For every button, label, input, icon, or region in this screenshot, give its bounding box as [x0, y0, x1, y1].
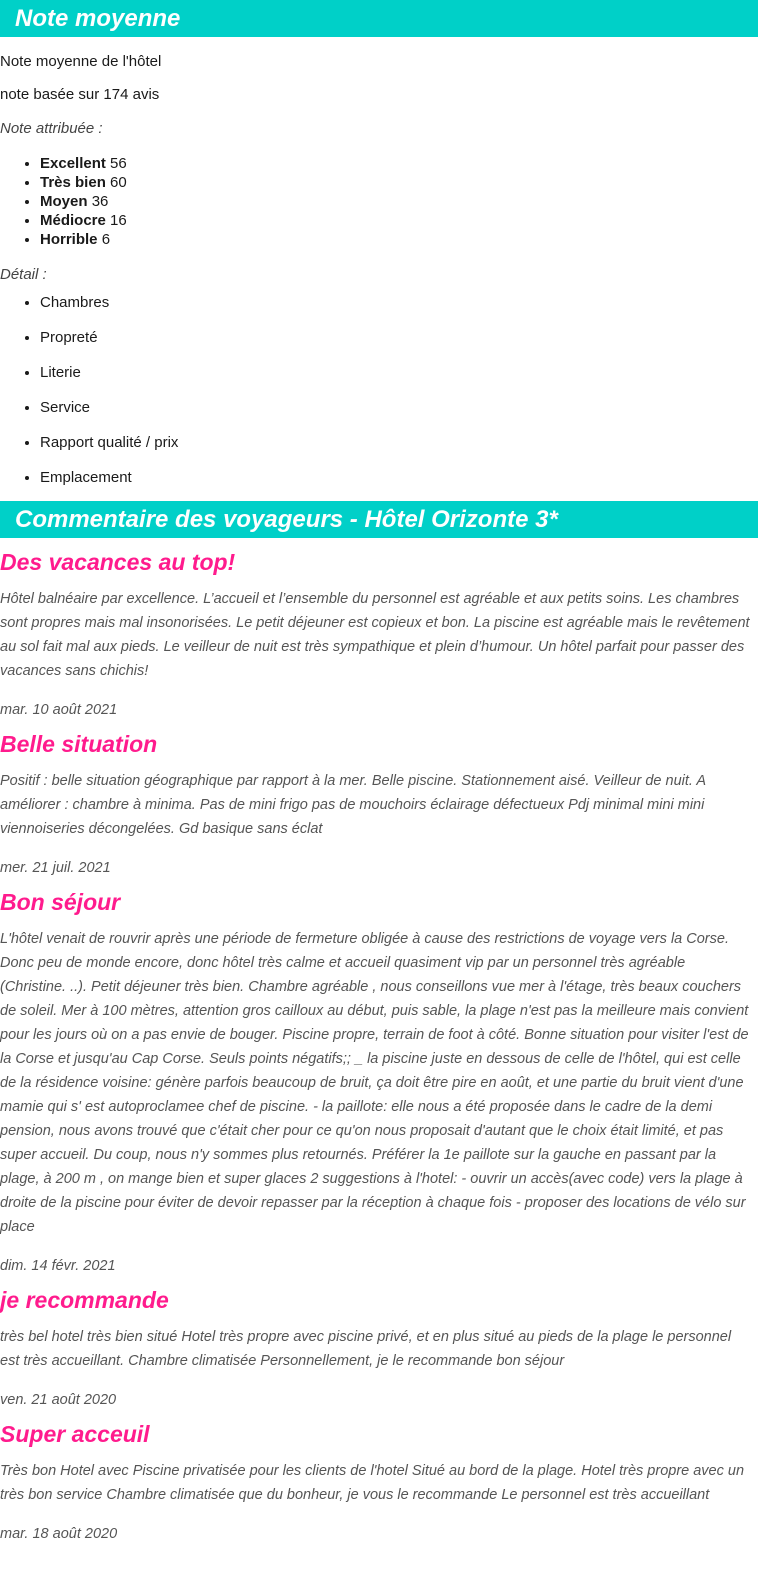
review-date: dim. 14 févr. 2021	[0, 1258, 116, 1274]
detail-item: • Emplacement	[40, 468, 758, 487]
rating-count: 16	[110, 212, 127, 229]
review-list	[0, 547, 758, 1544]
review-body: Positif : belle situation géographique par rapport à la mer. Belle piscine. Stationnement aisé. Veilleur de nuit. A améliorer : chambre à minima. Pas de mini frigo pas de mouchoirs éclairage défectueux Pdj minimal mini mini viennoiseries décongelées. Gd basique sans éclat	[0, 773, 706, 837]
rating-count: 60	[110, 174, 127, 191]
comments-heading: Commentaire des voyageurs - Hôtel Orizonte 3*	[0, 501, 758, 538]
review-date: mar. 18 août 2020	[0, 1526, 118, 1542]
rating-label: Moyen	[40, 193, 88, 210]
traveler-comments-section	[0, 501, 758, 1544]
review-item	[0, 887, 758, 1276]
review-title: Belle situation	[0, 731, 158, 757]
rating-label: Excellent	[40, 155, 106, 172]
review-title: Bon séjour	[0, 889, 121, 915]
ratings-label: Note attribuée :	[0, 120, 103, 137]
review-count: note basée sur 174 avis	[0, 86, 160, 103]
review-body: Hôtel balnéaire par excellence. L’accueil et l’ensemble du personnel est agréable et aux petits soins. Les chambres sont propres mais mal insonorisées. Le petit déjeuner est copieux et bon. La piscine est agréable mais le revêtement au sol fait mal aux pieds. Le veilleur de nuit est très sympathique et plein d’humour. Un hôtel parfait pour passer des vacances sans chichis!	[0, 591, 750, 679]
average-rating-heading: Note moyenne	[0, 0, 758, 37]
review-title: Des vacances au top!	[0, 549, 236, 575]
detail-item: • Rapport qualité / prix	[40, 433, 758, 452]
rating-label: Très bien	[40, 174, 106, 191]
review-body: très bel hotel très bien situé Hotel très propre avec piscine privé, et en plus situé au pieds de la plage le personnel est très accueillant. Chambre climatisée Personnellement, je le recommande bon séjour	[0, 1329, 732, 1369]
detail-item: • Propreté	[40, 328, 758, 347]
rating-count: 56	[110, 155, 127, 172]
rating-item	[40, 211, 758, 230]
rating-item	[40, 154, 758, 173]
detail-label: Détail :	[0, 266, 47, 283]
review-date: mer. 21 juil. 2021	[0, 860, 111, 876]
detail-item: • Chambres	[40, 293, 758, 312]
review-item	[0, 547, 758, 720]
review-item	[0, 729, 758, 878]
rating-count: 36	[91, 193, 109, 210]
rating-item	[40, 173, 758, 192]
review-title: je recommande	[0, 1287, 169, 1313]
rating-label: Médiocre	[40, 212, 106, 229]
review-title: Super acceuil	[0, 1421, 150, 1447]
detail-item: • Literie	[40, 363, 758, 382]
average-rating-section	[0, 0, 758, 487]
review-body: Très bon Hotel avec Piscine privatisée pour les clients de l'hotel Situé au bord de la plage. Hotel très propre avec un très bon service Chambre climatisée que du bonheur, je vous le recommande Le personnel est très accueillant	[0, 1463, 745, 1503]
rating-item	[40, 230, 758, 249]
review-body: L'hôtel venait de rouvrir après une période de fermeture obligée à cause des restrictions de voyage vers la Corse. Donc peu de monde encore, donc hôtel très calme et accueil quasiment vip par un personnel très agréable (Christine. ..). Petit déjeuner très bien. Chambre agréable , nous conseillons vue mer à l'étage, très beaux couchers de soleil. Mer à 100 mètres, attention gros cailloux au début, puis sable, la plage n'est pas la meilleure mais convient pour les jours où on a pas envie de bouger. Piscine propre, terrain de foot à côté. Bonne situation pour visiter l'est de la Corse et jusqu'au Cap Corse. Seuls points négatifs;; _ la piscine juste en dessous de celle de l'hôtel, qui est celle de la résidence voisine: génère parfois beaucoup de bruit, ça doit être pire en août, et une partie du bruit vient d'une mamie qui s' est autoproclamee chef de piscine. - la paillote: elle nous a été proposée dans le cadre de la demi pension, nous avons trouvé que c'était cher pour ce qu'on nous proposait d'autant que le choix était limité, et pas super accueil. Du coup, nous n'y sommes plus retournés. Préférer la 1e paillote sur la gauche en passant par la plage, à 200 m , on mange bien et super glaces 2 suggestions à l'hotel: - ouvrir un accès(avec code) vers la plage à droite de la piscine pour éviter de devoir repasser par la réception à chaque fois - proposer des locations de vélo sur place	[0, 931, 749, 1235]
review-item	[0, 1419, 758, 1544]
rating-item	[40, 192, 758, 211]
review-date: ven. 21 août 2020	[0, 1392, 117, 1408]
ratings-list	[0, 154, 758, 249]
review-item	[0, 1285, 758, 1410]
rating-count: 6	[101, 231, 111, 248]
rating-label: Horrible	[40, 231, 98, 248]
detail-item: • Service	[40, 398, 758, 417]
detail-list	[0, 293, 758, 487]
review-date: mar. 10 août 2021	[0, 702, 118, 718]
average-rating-title: Note moyenne de l'hôtel	[0, 53, 162, 70]
